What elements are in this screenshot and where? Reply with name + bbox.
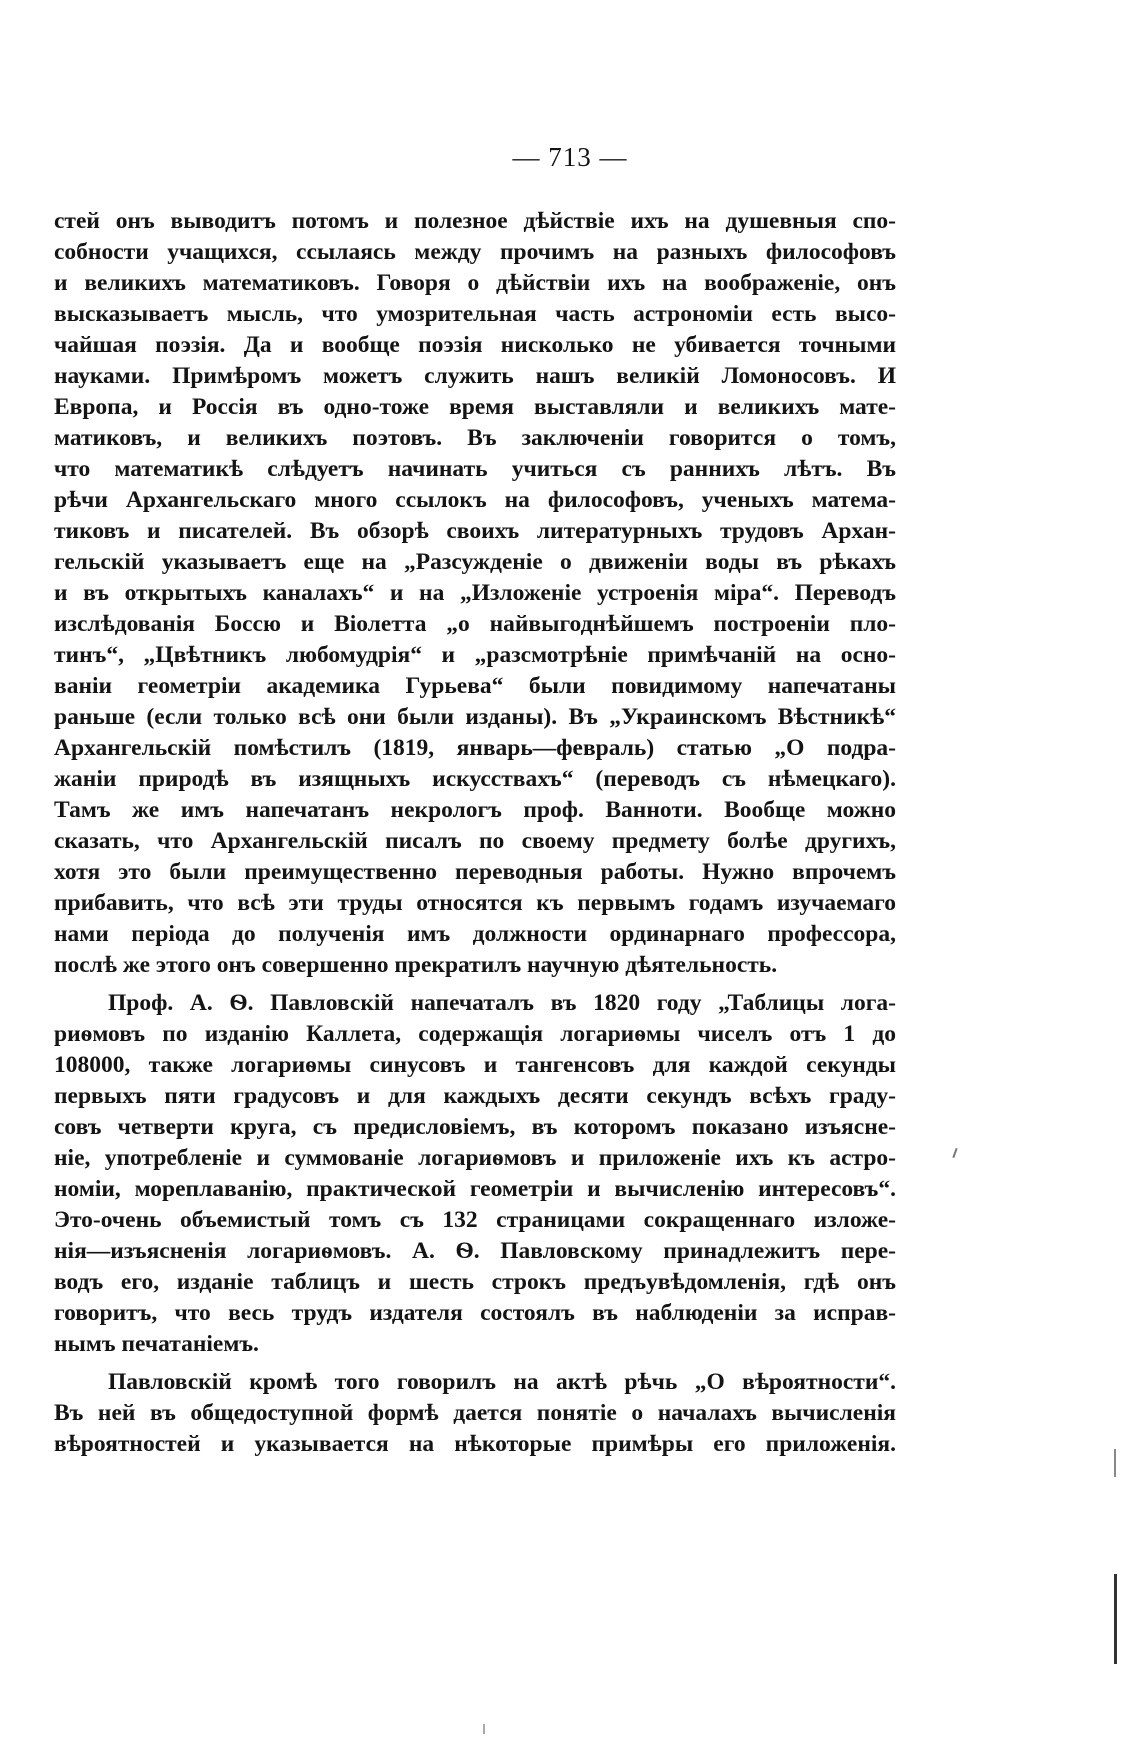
paragraph-2 <box>54 988 896 1360</box>
text-line: первыхъ пяти градусовъ и для каждыхъ десяти секундъ всѣхъ граду- <box>54 1083 896 1109</box>
text-line: номіи, мореплаванію, практической геометріи и вычисленію интересовъ“. <box>54 1176 896 1202</box>
text-line: Архангельскій помѣстилъ (1819, январь—февраль) статью „О подра- <box>54 735 896 761</box>
text-line: вѣроятностей и указывается на нѣкоторые примѣры его приложенія. <box>54 1431 896 1457</box>
text-line: нами періода до полученія имъ должности ординарнаго профессора, <box>54 921 896 947</box>
text-line: говоритъ, что весь трудъ издателя состоялъ въ наблюденіи за исправ- <box>54 1300 896 1326</box>
text-line: рѣчи Архангельскаго много ссылокъ на философовъ, ученыхъ матема- <box>54 487 896 513</box>
scan-edge-line <box>1114 1574 1117 1664</box>
text-line: гельскій указываетъ еще на „Разсужденіе о движеніи воды въ рѣкахъ <box>54 549 896 575</box>
text-line: раньше (если только всѣ они были изданы). Въ „Украинскомъ Вѣстникѣ“ <box>54 704 896 730</box>
paragraph-3 <box>54 1367 896 1460</box>
text-line: тиковъ и писателей. Въ обзорѣ своихъ литературныхъ трудовъ Архан- <box>54 518 896 544</box>
text-line: Это-очень объемистый томъ съ 132 страницами сокращеннаго изложе- <box>54 1207 896 1233</box>
text-line: науками. Примѣромъ можетъ служить нашъ великій Ломоносовъ. И <box>54 363 896 389</box>
text-line: чайшая поэзія. Да и вообще поэзія нисколько не убивается точными <box>54 332 896 358</box>
page-number: — 713 — <box>512 142 628 172</box>
text-line: послѣ же этого онъ совершенно прекратилъ научную дѣятельность. <box>54 952 778 978</box>
text-line: и въ открытыхъ каналахъ“ и на „Изложеніе устроенія міра“. Переводъ <box>54 580 896 606</box>
text-line: прибавить, что всѣ эти труды относятся къ первымъ годамъ изучаемаго <box>54 890 896 916</box>
text-line: жаніи природѣ въ изящныхъ искусствахъ“ (переводъ съ нѣмецкаго). <box>54 766 896 792</box>
text-line: и великихъ математиковъ. Говоря о дѣйствіи ихъ на воображеніе, онъ <box>54 270 896 296</box>
body-text <box>54 206 896 1460</box>
text-line: водъ его, изданіе таблицъ и шесть строкъ предъувѣдомленія, гдѣ онъ <box>54 1269 896 1295</box>
text-line: хотя это были преимущественно переводныя работы. Нужно впрочемъ <box>54 859 896 885</box>
text-line: Тамъ же имъ напечатанъ некрологъ проф. Ваннoти. Вообще можно <box>54 797 896 823</box>
text-line: матиковъ, и великихъ поэтовъ. Въ заключеніи говорится о томъ, <box>54 425 896 451</box>
text-line: Въ ней въ общедоступной формѣ дается понятіе о началахъ вычисленія <box>54 1400 896 1426</box>
text-line: Европа, и Россія въ одно-тоже время выставляли и великихъ мате- <box>54 394 896 420</box>
text-line: высказываетъ мысль, что умозрительная часть астрономіи есть высо- <box>54 301 896 327</box>
scan-speck <box>483 1724 485 1734</box>
scan-mark <box>1114 1449 1116 1477</box>
text-line: Проф. А. Ѳ. Павловскій напечаталъ въ 1820 году „Таблицы лога- <box>108 990 896 1016</box>
text-line: ніе, употребленіе и суммованіе логариѳмовъ и приложеніе ихъ къ астро- <box>54 1145 896 1171</box>
scan-speck <box>952 1148 957 1158</box>
text-line: сказать, что Архангельскій писалъ по своему предмету болѣе другихъ, <box>54 828 896 854</box>
text-line: нія—изъясненія логариѳмовъ. А. Ѳ. Павловскому принадлежитъ пере- <box>54 1238 896 1264</box>
text-line: стей онъ выводитъ потомъ и полезное дѣйствіе ихъ на душевныя спо- <box>54 208 896 234</box>
text-line: Павловскій кромѣ того говорилъ на актѣ рѣчь „О вѣроятности“. <box>108 1369 896 1395</box>
text-line: ваніи геометріи академика Гурьева“ были повидимому напечатаны <box>54 673 896 699</box>
paragraph-1 <box>54 206 896 981</box>
text-line: тинъ“, „Цвѣтникъ любомудрія“ и „разсмотрѣніе примѣчаній на осно- <box>54 642 896 668</box>
text-line: что математикѣ слѣдуетъ начинать учиться съ раннихъ лѣтъ. Въ <box>54 456 896 482</box>
text-line: собности учащихся, ссылаясь между прочимъ на разныхъ философовъ <box>54 239 896 265</box>
text-line: 108000, также логариѳмы синусовъ и тангенсовъ для каждой секунды <box>54 1052 896 1078</box>
text-line: совъ четверти круга, съ предисловіемъ, въ которомъ показано изъясне- <box>54 1114 896 1140</box>
text-line: изслѣдованія Боссю и Віолетта „о найвыгоднѣйшемъ построеніи пло- <box>54 611 896 637</box>
text-line: нымъ печатаніемъ. <box>54 1331 259 1357</box>
text-line: риѳмовъ по изданію Каллета, содержащія логариѳмы чиселъ отъ 1 до <box>54 1021 896 1047</box>
